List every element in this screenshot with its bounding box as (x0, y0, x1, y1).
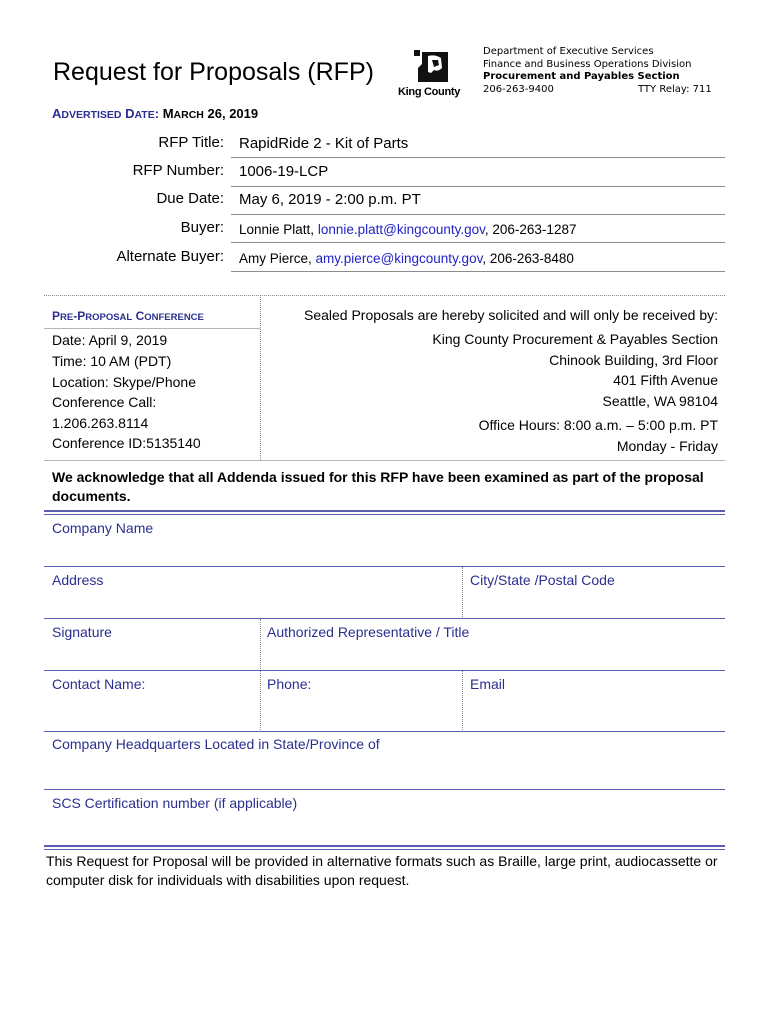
advertised-date: ADVERTISED DATE: MARCH 26, 2019 (52, 106, 259, 121)
rfp-number-value: 1006-19-LCP (239, 163, 329, 180)
tty-relay: TTY Relay: 711 (638, 83, 712, 95)
due-date-label: Due Date: (156, 190, 224, 207)
office-days: Monday - Friday (616, 438, 718, 454)
rfp-number-label: RFP Number: (132, 162, 224, 179)
form-top-rule (44, 510, 725, 515)
contact-name-field[interactable]: Contact Name: (52, 676, 146, 692)
scs-certification-field[interactable]: SCS Certification number (if applicable) (52, 795, 298, 811)
divider (44, 566, 725, 567)
divider (231, 214, 725, 215)
buyer-label: Buyer: (180, 219, 224, 236)
rfp-title-value: RapidRide 2 - Kit of Parts (239, 135, 409, 152)
company-name-field[interactable]: Company Name (52, 520, 154, 536)
dept-line-2: Finance and Business Operations Division (483, 58, 692, 70)
conference-time: Time: 10 AM (PDT) (52, 353, 172, 369)
conference-id: Conference ID:5135140 (52, 435, 201, 451)
conference-date: Date: April 9, 2019 (52, 332, 168, 348)
mlk-portrait-icon (398, 46, 472, 86)
field-divider (462, 671, 463, 730)
divider (231, 242, 725, 243)
due-date-value: May 6, 2019 - 2:00 p.m. PT (239, 191, 421, 208)
page-title: Request for Proposals (RFP) (53, 58, 374, 86)
conference-location: Location: Skype/Phone (52, 374, 196, 390)
department-block (483, 46, 712, 96)
office-hours: Office Hours: 8:00 a.m. – 5:00 p.m. PT (478, 417, 718, 433)
city-state-postal-field[interactable]: City/State /Postal Code (470, 572, 615, 588)
sealed-address-line-3: 401 Fifth Avenue (613, 372, 718, 388)
conference-box-divider (260, 295, 261, 460)
pre-proposal-conference-heading: PRE-PROPOSAL CONFERENCE (52, 309, 204, 323)
dept-phone: 206-263-9400 (483, 83, 554, 95)
dept-line-1: Department of Executive Services (483, 46, 654, 57)
address-field[interactable]: Address (52, 572, 104, 588)
dept-line-3: Procurement and Payables Section (483, 71, 680, 82)
divider (44, 670, 725, 671)
field-divider (260, 671, 261, 730)
divider (231, 186, 725, 187)
divider (44, 731, 725, 732)
alternative-formats-notice: This Request for Proposal will be provided in alternative formats such as Braille, large print, audiocassette or computer disk for individuals with disabilities upon request. (46, 853, 718, 888)
divider (44, 789, 725, 790)
buyer-email-link[interactable]: lonnie.platt@kingcounty.gov (317, 222, 485, 237)
rfp-title-label: RFP Title: (158, 134, 224, 151)
sealed-address-line-2: Chinook Building, 3rd Floor (549, 352, 718, 368)
conference-call-label: Conference Call: (52, 394, 157, 410)
alternate-buyer-value: Amy Pierce, amy.pierce@kingcounty.gov, 206-263-8480 (239, 251, 574, 266)
alternate-buyer-label: Alternate Buyer: (116, 248, 224, 265)
authorized-representative-field[interactable]: Authorized Representative / Title (267, 624, 470, 640)
form-bottom-rule (44, 845, 725, 850)
field-divider (462, 567, 463, 617)
headquarters-state-field[interactable]: Company Headquarters Located in State/Province of (52, 736, 380, 752)
email-field[interactable]: Email (470, 676, 506, 692)
addenda-acknowledgement: We acknowledge that all Addenda issued for this RFP have been examined as part of the proposal documents. (52, 469, 704, 504)
divider (44, 618, 725, 619)
sealed-address-line-1: King County Procurement & Payables Section (432, 331, 718, 347)
conference-box-top (44, 295, 725, 296)
conference-call-number: 1.206.263.8114 (52, 415, 149, 431)
divider (44, 460, 725, 461)
alt-buyer-email-link[interactable]: amy.pierce@kingcounty.gov (315, 251, 483, 266)
field-divider (260, 619, 261, 669)
buyer-value: Lonnie Platt, lonnie.platt@kingcounty.gov, 206-263-1287 (239, 222, 577, 237)
sealed-address-line-4: Seattle, WA 98104 (602, 393, 718, 409)
sealed-proposals-intro: Sealed Proposals are hereby solicited and will only be received by: (303, 307, 718, 323)
divider (231, 271, 725, 272)
divider (44, 328, 260, 329)
divider (231, 157, 725, 158)
logo-text: King County (398, 86, 461, 98)
phone-field[interactable]: Phone: (267, 676, 312, 692)
signature-field[interactable]: Signature (52, 624, 112, 640)
